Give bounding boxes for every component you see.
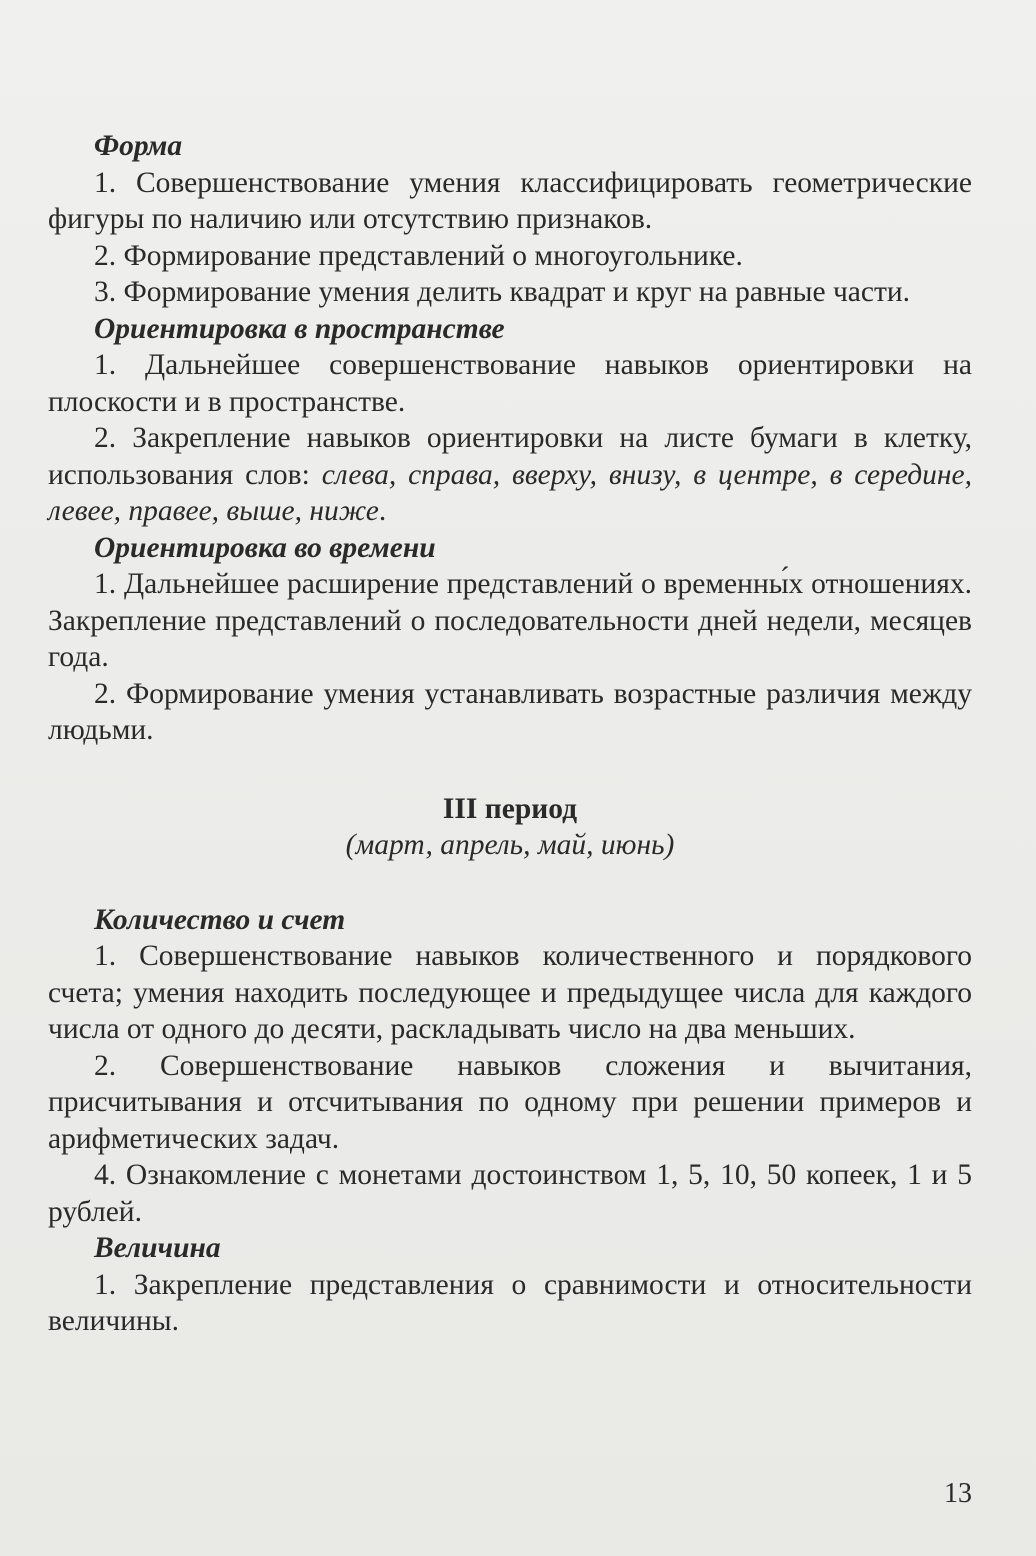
orient-space-item-2 xyxy=(48,420,972,530)
orient-space-item-2-end: . xyxy=(378,495,387,527)
orient-space-item-1: 1. Дальнейшее совершенствование навыков ориентировки на плоскости и в пространстве. xyxy=(48,349,972,418)
heading-orient-time: Ориентировка во времени xyxy=(94,531,436,564)
orient-time-item-1: 1. Дальнейшее расширение представлений о временны́х отношениях. Закрепление представлений о последовательности дней недели, месяцев года. xyxy=(48,568,972,673)
forma-item-1: 1. Совершенствование умения классифицировать геометрические фигуры по наличию или отсутствию признаков. xyxy=(48,166,972,235)
heading-forma: Форма xyxy=(94,130,183,162)
page-number: 13 xyxy=(944,1478,972,1509)
orient-space-item-2-prefix: 2. Закрепление навыков ориентировки на листе бумаги в клетку, использования слов: xyxy=(48,422,972,491)
period-title: III период xyxy=(442,792,578,825)
count-item-4: 4. Ознакомление с монетами достоинством 1, 5, 10, 50 копеек, 1 и 5 рублей. xyxy=(48,1159,972,1228)
heading-velichina: Величина xyxy=(94,1232,221,1264)
forma-item-3: 3. Формирование умения делить квадрат и круг на равные части. xyxy=(94,276,911,308)
count-item-1: 1. Совершенствование навыков количественного и порядкового счета; умения находить последующее и предыдущее числа для каждого числа от одного до десяти, раскладывать число на два меньших. xyxy=(48,940,972,1045)
forma-item-2: 2. Формирование представлений о многоугольнике. xyxy=(94,239,743,272)
count-item-2: 2. Совершенствование навыков сложения и вычитания, присчитывания и отсчитывания по одному при решении примеров и арифметических задач. xyxy=(48,1049,972,1155)
heading-orient-space: Ориентировка в пространстве xyxy=(94,312,505,345)
page-content xyxy=(48,128,972,1340)
orient-space-item-2-words: слева, справа, вверху, внизу, в центре, в середине, левее, правее, выше, ниже xyxy=(48,458,972,527)
heading-count: Количество и счет xyxy=(94,903,346,936)
velichina-item-1: 1. Закрепление представления о сравнимости и относительности величины. xyxy=(48,1268,972,1337)
period-months: (март, апрель, май, июнь) xyxy=(345,829,675,861)
orient-time-item-2: 2. Формирование умения устанавливать возрастные различия между людьми. xyxy=(48,677,972,746)
